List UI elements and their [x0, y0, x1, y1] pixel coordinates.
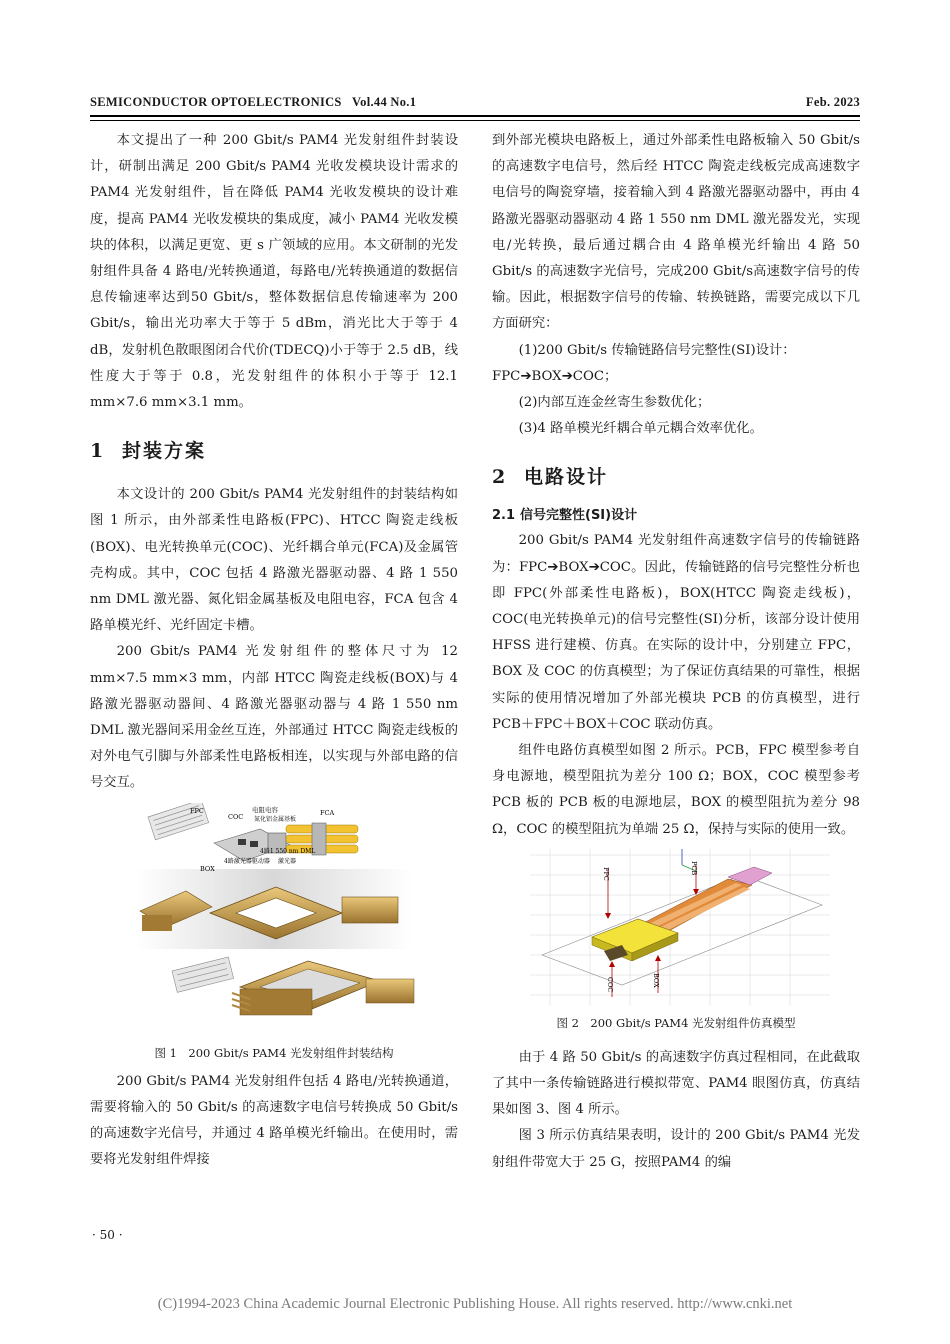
section-2-1-paragraph-3: 由于 4 路 50 Gbit/s 的高速数字仿真过程相同，在此截取了其中一条传输链路进行模拟带宽、PAM4 眼图仿真，仿真结果如图 3、图 4 所示。: [492, 1049, 860, 1118]
research-item-3: (3)4 路单模光纤耦合单元耦合效率优化。: [518, 421, 763, 437]
fig1-label-driver: 4路激光器驱动器: [224, 857, 270, 865]
section-1-paragraph-1: 本文设计的 200 Gbit/s PAM4 光发射组件的封装结构如图 1 所示，由外部柔性电路板(FPC)、HTCC 陶瓷走线板(BOX)、电光转换单元(COC)、光纤耦合单元(FCA)及金属管壳构成。其中，COC 包括 4 路激光器驱动器、4 路 1 550 nm DML 激光器、氮化铝金属基板及电阻电容，FCA 包含 4 路单模光纤、光纤固定卡槽。: [90, 487, 458, 634]
header-rule-thin: [90, 120, 860, 121]
section-2-1-paragraph-1: 200 Gbit/s PAM4 光发射组件高速数字信号的传输链路为：FPC➔BOX➔COC。因此，传输链路的信号完整性分析也即 FPC(外部柔性电路板)，BOX(HTCC 陶瓷走线板)，COC(电光转换单元)的信号完整性(SI)分析，该部分设计使用 HFSS 进行建模、仿真。在实际的设计中，分别建立 FPC，BOX 及 COC 的仿真模型；为了保证仿真结果的可靠性，根据实际的使用情况增加了外部光模块 PCB 的仿真模型，进行 PCB＋FPC＋BOX＋COC 联动仿真。: [492, 533, 860, 732]
intro-paragraph: 本文提出了一种 200 Gbit/s PAM4 光发射组件封装设计，研制出满足 200 Gbit/s PAM4 光收发模块设计需求的 PAM4 光发射组件，旨在降低 PAM4 光收发模块的设计难度，提高 PAM4 光收发模块的集成度，减小 PAM4 光收发模块的体积，以满足更宽、更 s 广领域的应用。本文研制的光发射组件具备 4 路电/光转换通道，每路电/光转换通道的数据信息传输速率达到50 Gbit/s，整体数据信息传输速率为 200 Gbit/s，输出光功率大于等于 5 dBm，消光比大于等于 4 dB，发射机色散眼图闭合代价(TDECQ)小于等于 2.5 dB，线性度大于等于 0.8，光发射组件的体积小于等于 12.1 mm×7.6 mm×3.1 mm。: [90, 133, 458, 411]
section-1-paragraph-3: 200 Gbit/s PAM4 光发射组件包括 4 路电/光转换通道，需要将输入的 50 Gbit/s 的高速数字电信号转换成 50 Gbit/s 的高速数字光信号，并通过 4 路单模光纤输出。在使用时，需要将光发射组件焊接: [90, 1073, 458, 1168]
fig2-label-pcb: PCB: [690, 860, 698, 875]
running-header: [90, 95, 860, 111]
fig1-label-fca: FCA: [320, 808, 335, 817]
section-2-1-paragraph-2: 组件电路仿真模型如图 2 所示。PCB，FPC 模型参考自身电源地，模型阻抗为差分 100 Ω；BOX，COC 模型参考 PCB 板的 PCB 板的电源地层，BOX 的模型阻抗为差分 98 Ω，COC 的模型阻抗为单端 25 Ω，保持与实际的使用一致。: [492, 743, 860, 837]
fig1-label-dml: 4路1 550 nm DML: [260, 847, 316, 855]
fig2-label-box: BOX: [652, 972, 660, 988]
header-rule-thick: [90, 115, 860, 117]
continued-paragraph: 到外部光模块电路板上，通过外部柔性电路板输入 50 Gbit/s 的高速数字电信号，然后经 HTCC 陶瓷走线板完成高速数字电信号的陶瓷穿墙，接着输入到 4 路激光器驱动器中，再由 4 路激光器驱动器驱动 4 路 1 550 nm DML 激光器发光，实现电/光转换，最后通过耦合由 4 路单模光纤输出 4 路 50 Gbit/s 的高速数字光信号，完成200 Gbit/s高速数字信号的传输。因此，根据数字信号的传输、转换链路，需要完成以下几方面研究：: [492, 133, 860, 332]
page-number: · 50 ·: [92, 1228, 123, 1242]
fig2-label-coc: COC: [606, 976, 614, 993]
copyright-footer: (C)1994-2023 China Academic Journal Electronic Publishing House. All rights reserved. http://www.cnki.net: [157, 1296, 793, 1312]
fig2-label-fpc: FPC: [602, 866, 610, 881]
figure-2-caption: 图 2 200 Gbit/s PAM4 光发射组件仿真模型: [556, 1015, 796, 1030]
research-item-1: (1)200 Gbit/s 传输链路信号完整性(SI)设计：: [518, 342, 796, 358]
figure-2-illustration: [492, 845, 860, 1013]
figure-1: [90, 803, 458, 1065]
fpc-bottom: [172, 957, 234, 992]
left-column: [90, 128, 458, 1173]
fig1-label-aln: 氮化铝金属基板: [254, 815, 297, 823]
section-2-1-heading: 2.1 信号完整性(SI)设计: [492, 508, 638, 524]
section-1-heading: 1 封装方案: [90, 440, 207, 463]
fig1-label-laser: 激光器: [278, 857, 297, 865]
figure-2: [492, 845, 860, 1041]
right-column: [492, 128, 860, 1176]
fig1-label-rc: 电阻电容: [252, 805, 278, 814]
fig1-label-fpc: FPC: [190, 806, 204, 815]
assembled-package: [232, 961, 414, 1015]
fig1-label-coc: COC: [228, 812, 244, 821]
issue-date: Feb. 2023: [805, 95, 860, 109]
section-2-heading: 2 电路设计: [492, 466, 609, 489]
section-1-paragraph-2: 200 Gbit/s PAM4 光发射组件的整体尺寸为 12 mm×7.5 mm×3 mm，内部 HTCC 陶瓷走线板(BOX)与 4 路激光器驱动器间、4 路激光器驱动器与 4 路 1 550 nm DML 激光器间采用金丝互连，外部通过 HTCC 陶瓷走线板的对外电气引脚与外部柔性电路板相连，以实现与外部电路的信号交互。: [90, 644, 458, 791]
research-item-1-chain: FPC➔BOX➔COC；: [492, 368, 618, 384]
fig1-label-box: BOX: [200, 864, 215, 873]
research-item-2: (2)内部互连金丝寄生参数优化；: [518, 395, 711, 411]
journal-volume: SEMICONDUCTOR OPTOELECTRONICS Vol.44 No.1: [90, 95, 417, 109]
figure-1-illustration: [90, 803, 458, 1039]
section-2-1-paragraph-4: 图 3 所示仿真结果表明，设计的 200 Gbit/s PAM4 光发射组件带宽大于 25 G，按照PAM4 的编: [492, 1128, 860, 1170]
figure-1-caption: 图 1 200 Gbit/s PAM4 光发射组件封装结构: [154, 1045, 394, 1060]
